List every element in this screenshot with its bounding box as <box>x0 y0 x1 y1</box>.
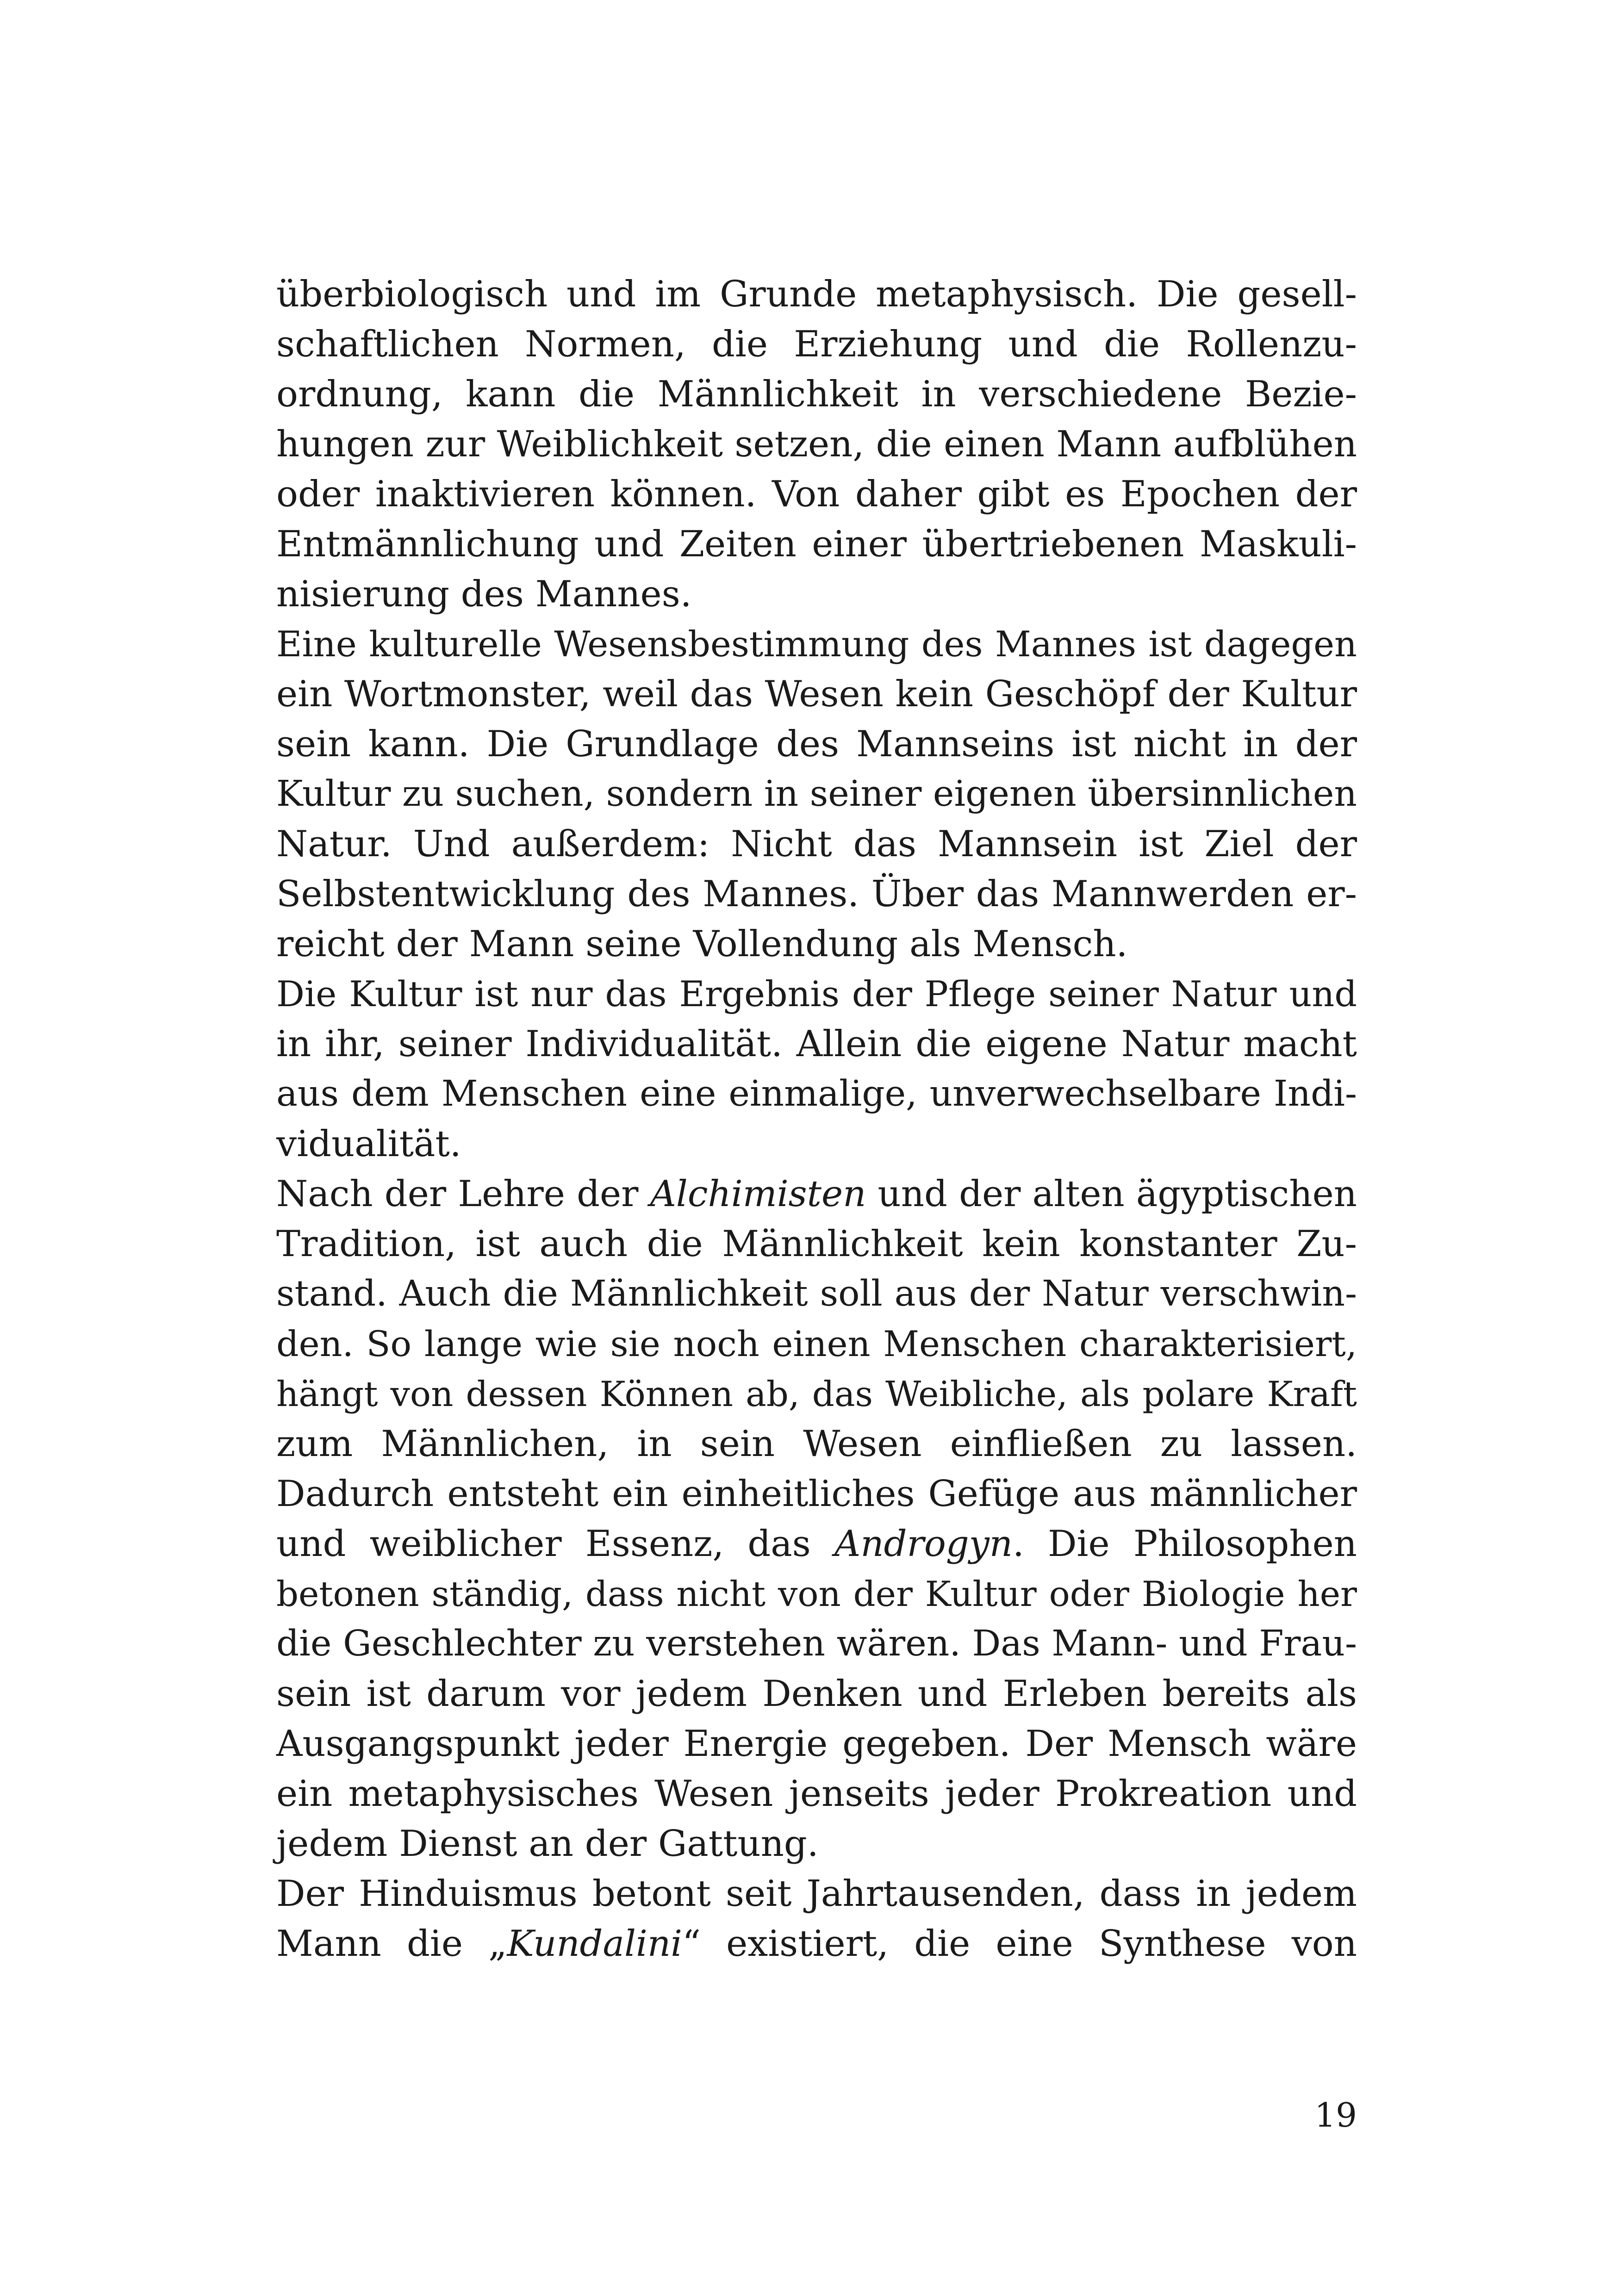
text-line <box>276 469 1357 519</box>
text-segment: Nach der Lehre der <box>276 1173 650 1215</box>
text-segment: nisierung des Mannes. <box>276 573 692 615</box>
text-line <box>276 1469 1357 1519</box>
text-line <box>276 1919 1357 1969</box>
text-segment: ein metaphysisches Wesen jenseits jeder Prokreation und <box>276 1773 1357 1815</box>
text-segment: hungen zur Weiblichkeit setzen, die einen Mann aufblühen <box>276 423 1357 465</box>
text-line <box>276 619 1357 669</box>
text-line <box>276 919 1357 969</box>
text-line <box>276 1719 1357 1769</box>
text-line <box>276 569 1357 619</box>
text-segment: überbiologisch und im Grunde metaphysisch. Die gesell- <box>276 274 1357 315</box>
text-line <box>276 1069 1357 1119</box>
text-segment: oder inaktivieren können. Von daher gibt es Epochen der <box>276 473 1357 515</box>
text-segment: reicht der Mann seine Vollendung als Mensch. <box>276 923 1128 965</box>
text-line <box>276 419 1357 469</box>
text-segment: Mann die „ <box>276 1923 507 1965</box>
text-segment: Selbstentwicklung des Mannes. Über das Mannwerden er- <box>276 873 1357 915</box>
text-line <box>276 269 1357 319</box>
text-segment: Die Kultur ist nur das Ergebnis der Pflege seiner Natur und <box>276 973 1357 1014</box>
text-segment: Entmännlichung und Zeiten einer übertriebenen Maskuli- <box>276 523 1357 565</box>
paragraph <box>276 269 1357 619</box>
text-segment: Eine kulturelle Wesensbestimmung des Mannes ist dagegen <box>276 623 1357 665</box>
text-segment: ordnung, kann die Männlichkeit in verschiedene Bezie- <box>276 373 1357 415</box>
text-line <box>276 719 1357 769</box>
text-line <box>276 1219 1357 1269</box>
body-text <box>276 269 1357 1969</box>
text-segment: Dadurch entsteht ein einheitliches Gefüge aus männlicher <box>276 1473 1357 1515</box>
text-segment: . Die Philosophen <box>1013 1523 1357 1565</box>
paragraph <box>276 619 1357 969</box>
text-segment: sein ist darum vor jedem Denken und Erleben bereits als <box>276 1673 1357 1715</box>
text-segment: Kultur zu suchen, sondern in seiner eigenen übersinnlichen <box>276 773 1357 815</box>
text-segment: ein Wortmonster, weil das Wesen kein Geschöpf der Kultur <box>276 673 1357 715</box>
text-line <box>276 319 1357 369</box>
text-segment: vidualität. <box>276 1123 461 1165</box>
text-line <box>276 1319 1357 1369</box>
text-line <box>276 869 1357 919</box>
text-segment: Ausgangspunkt jeder Energie gegeben. Der Mensch wäre <box>276 1723 1357 1765</box>
text-line <box>276 1819 1357 1869</box>
text-segment: und weiblicher Essenz, das <box>276 1523 835 1565</box>
page-number: 19 <box>1314 2096 1357 2134</box>
text-segment: die Geschlechter zu verstehen wären. Das Mann- und Frau- <box>276 1623 1357 1664</box>
text-segment: “ existiert, die eine Synthese von <box>682 1923 1357 1965</box>
text-line <box>276 1619 1357 1669</box>
text-line <box>276 1569 1357 1619</box>
text-line <box>276 1519 1357 1569</box>
paragraph <box>276 969 1357 1169</box>
text-line <box>276 819 1357 869</box>
italic-term: Alchimisten <box>650 1173 866 1215</box>
text-line <box>276 1119 1357 1169</box>
text-segment: stand. Auch die Männlichkeit soll aus der Natur verschwin- <box>276 1273 1357 1314</box>
text-line <box>276 369 1357 419</box>
text-segment: zum Männlichen, in sein Wesen einfließen zu lassen. <box>276 1423 1357 1465</box>
text-line <box>276 1019 1357 1069</box>
text-line <box>276 1419 1357 1469</box>
text-line <box>276 1169 1357 1219</box>
text-line <box>276 669 1357 719</box>
text-segment: jedem Dienst an der Gattung. <box>276 1823 819 1865</box>
text-segment: und der alten ägyptischen <box>866 1173 1357 1215</box>
text-segment: betonen ständig, dass nicht von der Kultur oder Biologie her <box>276 1574 1357 1614</box>
text-segment: Tradition, ist auch die Männlichkeit kein konstanter Zu- <box>276 1223 1357 1265</box>
text-line <box>276 1769 1357 1819</box>
text-segment: Natur. Und außerdem: Nicht das Mannsein ist Ziel der <box>276 823 1357 865</box>
text-line <box>276 1369 1357 1419</box>
paragraph <box>276 1869 1357 1969</box>
text-segment: sein kann. Die Grundlage des Mannseins ist nicht in der <box>276 723 1357 765</box>
text-segment: den. So lange wie sie noch einen Menschen charakterisiert, <box>276 1323 1357 1364</box>
text-segment: in ihr, seiner Individualität. Allein die eigene Natur macht <box>276 1023 1357 1065</box>
italic-term: Androgyn <box>834 1523 1013 1565</box>
text-segment: hängt von dessen Können ab, das Weibliche, als polare Kraft <box>276 1374 1357 1414</box>
text-segment: aus dem Menschen eine einmalige, unverwechselbare Indi- <box>276 1073 1357 1114</box>
text-line <box>276 769 1357 819</box>
text-segment: schaftlichen Normen, die Erziehung und die Rollenzu- <box>276 324 1357 365</box>
paragraph <box>276 1169 1357 1869</box>
text-line <box>276 1869 1357 1919</box>
text-line <box>276 969 1357 1019</box>
text-line <box>276 1269 1357 1319</box>
text-line <box>276 519 1357 569</box>
text-segment: Der Hinduismus betont seit Jahrtausenden, dass in jedem <box>276 1873 1357 1915</box>
italic-term: Kundalini <box>507 1923 683 1965</box>
text-line <box>276 1669 1357 1719</box>
